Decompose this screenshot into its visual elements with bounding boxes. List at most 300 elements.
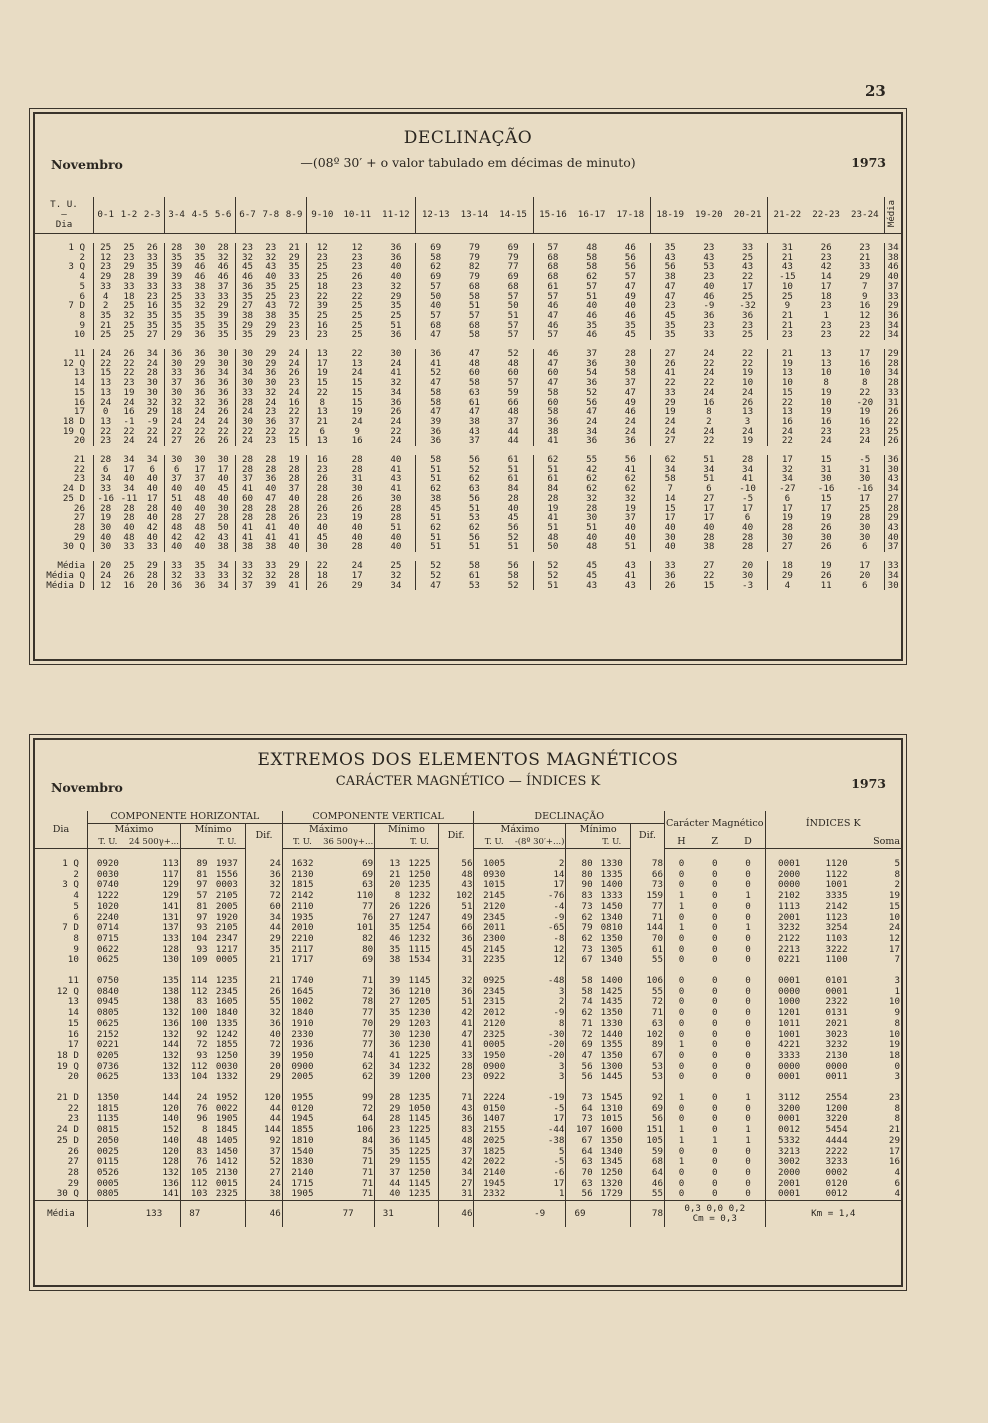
table-cell: 56	[468, 531, 480, 543]
table-cell: 51	[547, 521, 559, 533]
table-cell: 106	[322, 1125, 375, 1136]
daily-mean: 26	[887, 435, 899, 447]
table-cell: 34	[141, 349, 165, 359]
table-cell: 21	[316, 415, 328, 427]
table-cell: 2240	[96, 911, 119, 923]
table-cell: 24	[100, 348, 112, 360]
table-cell: 39	[211, 311, 235, 321]
table-cell: 105	[190, 1166, 208, 1178]
table-cell: 33	[728, 243, 767, 253]
table-cell: 6	[102, 463, 109, 475]
table-cell: 28	[241, 512, 254, 524]
table-cell: 13	[820, 357, 832, 369]
table-cell: 1345	[594, 1157, 631, 1168]
table-cell: 17	[514, 880, 566, 891]
table-cell: 10	[781, 377, 793, 389]
table-cell: 28	[171, 512, 183, 524]
table-cell: 68	[430, 319, 442, 331]
table-cell: 78	[322, 997, 375, 1008]
table-cell: 1135	[96, 1113, 119, 1125]
table-cell: 58	[430, 454, 442, 466]
table-cell: 8	[894, 1113, 900, 1125]
table-cell: 1340	[594, 913, 631, 924]
table-cell: 0022	[209, 1104, 246, 1115]
table-cell: 51	[468, 502, 480, 514]
table-cell: 70	[581, 1166, 593, 1178]
table-cell: 19	[351, 406, 363, 418]
table-cell: 34	[141, 455, 165, 465]
table-cell: 24	[196, 1092, 208, 1104]
table-cell: 68	[468, 319, 480, 331]
spacer-cell	[35, 849, 87, 860]
table-cell: 24	[241, 435, 254, 447]
table-cell: 52	[547, 560, 559, 572]
table-cell: 30	[211, 455, 235, 465]
table-cell: 32	[241, 569, 254, 581]
table-cell: 0625	[96, 1017, 119, 1029]
table-cell: 56	[630, 1114, 664, 1125]
table-cell: 28	[141, 368, 165, 378]
table-cell: 0900	[291, 1060, 314, 1072]
daily-mean: 28	[887, 502, 899, 514]
table-cell: 35	[211, 330, 235, 340]
table-cell: 24	[211, 417, 235, 427]
table-cell: 1200	[825, 1102, 848, 1114]
table-cell: 28	[316, 483, 328, 495]
table-cell: 28	[586, 502, 598, 514]
table-cell: 57	[494, 292, 533, 302]
table-cell: 56	[438, 859, 474, 870]
table-cell: 0000	[778, 985, 801, 997]
table-cell: 38	[246, 1189, 282, 1200]
table-cell: 77	[322, 1008, 375, 1019]
table-cell: 0625	[96, 1071, 119, 1083]
table-cell: 76	[322, 913, 375, 924]
table-cell: -3	[728, 581, 767, 591]
table-cell: 22	[781, 435, 793, 447]
table-cell: 19	[547, 502, 559, 514]
table-cell: 97	[196, 911, 208, 923]
table-cell: 43	[611, 581, 650, 591]
table-cell: 22	[703, 435, 715, 447]
table-cell: 0	[678, 1145, 685, 1157]
table-cell: 34	[376, 581, 415, 591]
table-cell: 0526	[96, 1166, 119, 1178]
table-cell: 1250	[594, 1168, 631, 1179]
table-cell: 17	[728, 504, 767, 514]
table-cell: 10	[888, 911, 900, 923]
table-cell: 1	[731, 1125, 765, 1136]
daily-mean: 37	[887, 280, 899, 292]
table-cell: 8	[394, 890, 401, 902]
day-label: 26	[35, 1147, 87, 1158]
table-cell: 35	[194, 309, 206, 321]
table-cell: 21	[888, 1124, 900, 1136]
extremos-header-row-1	[35, 811, 901, 824]
table-cell: 23	[664, 300, 676, 312]
table-cell: 6	[173, 463, 180, 475]
table-cell: 0	[678, 868, 685, 880]
table-cell: 138	[128, 987, 181, 998]
day-label: 4	[35, 891, 87, 902]
table-cell: 60	[246, 902, 282, 913]
table-cell: 3232	[825, 1039, 848, 1051]
table-cell: 10	[728, 378, 767, 388]
daily-mean: 46	[887, 261, 899, 273]
table-cell: -9	[514, 913, 566, 924]
table-cell: 23	[265, 435, 277, 447]
table-cell: 66	[438, 923, 474, 934]
table-cell: 27	[389, 996, 401, 1008]
day-label: 13	[35, 997, 87, 1008]
table-cell: 22	[376, 427, 415, 437]
table-cell: 30	[820, 531, 832, 543]
daily-mean: 34	[887, 483, 899, 495]
table-cell: 1332	[209, 1072, 246, 1083]
table-cell: 135	[128, 976, 181, 987]
table-cell: 62	[322, 1072, 375, 1083]
table-cell: 58	[468, 329, 480, 341]
table-cell: 51	[611, 542, 650, 552]
table-cell: 29	[376, 292, 415, 302]
table-cell: 0815	[96, 1124, 119, 1136]
table-cell: 36	[438, 1114, 474, 1125]
table-cell: 8	[201, 1124, 208, 1136]
table-cell: 24	[376, 417, 415, 427]
table-cell: 128	[128, 945, 181, 956]
table-cell: 72	[322, 1104, 375, 1115]
table-row	[35, 455, 901, 465]
table-cell: 23	[703, 319, 715, 331]
table-cell: 40	[611, 533, 650, 543]
table-cell: 40	[141, 513, 165, 523]
table-cell: 1	[823, 309, 829, 321]
table-cell: 46	[630, 1179, 664, 1190]
table-cell: 35	[141, 321, 165, 331]
table-cell: 32	[171, 569, 183, 581]
table-cell: 1605	[209, 997, 246, 1008]
group-spacer	[35, 552, 901, 561]
table-cell: 2	[514, 859, 566, 870]
table-cell: 62	[322, 1062, 375, 1073]
table-cell: 1001	[825, 879, 848, 891]
table-cell: 34	[438, 1168, 474, 1179]
table-cell: 48	[438, 870, 474, 881]
table-cell: 69	[322, 859, 375, 870]
table-cell: 62	[586, 483, 598, 495]
table-cell: 27	[141, 330, 165, 340]
table-cell: 41	[611, 465, 650, 475]
table-cell: 37	[241, 473, 254, 485]
table-cell: 24	[781, 425, 793, 437]
table-cell: 22	[316, 386, 328, 398]
table-cell: 64	[581, 1145, 593, 1157]
table-cell: 1340	[594, 955, 631, 966]
table-cell: 102	[438, 891, 474, 902]
table-cell: 0	[711, 996, 718, 1008]
table-cell: 55	[586, 454, 598, 466]
table-cell: 0	[678, 911, 685, 923]
table-cell: -8	[514, 934, 566, 945]
table-cell: 69	[630, 1104, 664, 1115]
table-cell: 53	[468, 512, 480, 524]
table-cell: 29	[141, 407, 165, 417]
table-cell: 40	[141, 484, 165, 494]
table-cell: 0740	[96, 879, 119, 891]
table-cell: 1235	[209, 976, 246, 987]
table-cell: 21	[781, 251, 793, 263]
table-row	[35, 504, 901, 514]
table-cell: 1600	[594, 1125, 631, 1136]
table-cell: 6	[141, 465, 165, 475]
table-cell: 13	[316, 406, 328, 418]
table-row	[35, 349, 901, 359]
table-cell: 39	[389, 975, 401, 987]
table-cell: 41	[265, 521, 277, 533]
table-cell: 144	[630, 923, 664, 934]
hour-header: 15-16	[539, 209, 567, 221]
table-cell: 52	[547, 569, 559, 581]
table-cell: -11	[120, 492, 138, 504]
extremos-table	[35, 811, 901, 1227]
daily-mean: 28	[887, 377, 899, 389]
table-cell: 37	[389, 1166, 401, 1178]
table-cell: 0	[678, 1166, 685, 1178]
table-cell: 0000	[778, 1060, 801, 1072]
table-cell: 16	[282, 398, 306, 408]
table-cell: 72	[282, 301, 306, 311]
table-cell: 25	[100, 329, 112, 341]
table-cell: 42	[820, 261, 832, 273]
table-cell: 17	[123, 463, 135, 475]
table-cell: 24	[123, 396, 135, 408]
table-cell: 105	[630, 1136, 664, 1147]
table-cell: 1920	[209, 913, 246, 924]
table-cell: 23	[888, 1092, 900, 1104]
table-cell: 1	[678, 890, 685, 902]
table-cell: 57	[611, 272, 650, 282]
table-cell: 0	[731, 945, 765, 956]
table-cell: 15	[100, 367, 112, 379]
table-row	[35, 427, 901, 437]
table-cell: 63	[581, 1156, 593, 1168]
table-cell: 51	[494, 311, 533, 321]
table-cell: 51	[430, 463, 442, 475]
group-spacer	[35, 446, 901, 455]
table-cell: 64	[322, 1114, 375, 1125]
table-cell: 25	[123, 242, 135, 253]
table-cell: 1	[894, 985, 900, 997]
table-cell: 104	[190, 932, 208, 944]
table-cell: 3232	[778, 922, 801, 934]
table-cell: 61	[547, 473, 559, 485]
table-cell: 58	[581, 975, 593, 987]
table-cell: 1250	[401, 1168, 438, 1179]
table-cell: 1335	[209, 1019, 246, 1030]
table-cell: 29	[389, 1017, 401, 1029]
table-cell: 51	[430, 473, 442, 485]
day-label: 7 D	[35, 301, 94, 311]
table-cell: 0005	[209, 955, 246, 966]
table-cell: 36	[376, 243, 415, 253]
table-cell: 48	[494, 407, 533, 417]
table-cell: 0	[731, 913, 765, 924]
table-cell: 17	[211, 465, 235, 475]
table-cell: 32	[611, 494, 650, 504]
table-cell: 2130	[291, 868, 314, 880]
table-cell: 20	[246, 1062, 282, 1073]
table-cell: 1445	[594, 1072, 631, 1083]
table-cell: 36	[265, 473, 277, 485]
table-cell: 1	[678, 1156, 685, 1168]
table-cell: 51	[376, 321, 415, 331]
d-max-header: Máximo	[474, 824, 566, 837]
table-cell: 44	[389, 1177, 401, 1189]
day-label: 16	[35, 1030, 87, 1041]
table-cell: 19	[728, 368, 767, 378]
table-cell: 35	[664, 329, 676, 341]
table-cell: 22	[316, 290, 328, 302]
extremos-body	[35, 849, 901, 1201]
table-cell: 93	[196, 922, 208, 934]
table-cell: 33	[194, 290, 206, 302]
table-cell: 1400	[594, 880, 631, 891]
table-cell: 35	[171, 251, 183, 263]
hour-header: 9-10	[311, 209, 334, 221]
table-cell: 0101	[825, 975, 848, 987]
table-cell: 28	[100, 454, 112, 466]
d-base-header: -(8º 30′+...)	[514, 837, 565, 847]
day-label: 11	[35, 349, 94, 359]
table-cell: 30	[141, 388, 165, 398]
table-cell: 40	[664, 521, 676, 533]
table-cell: 1002	[291, 996, 314, 1008]
table-cell: 1333	[594, 891, 631, 902]
table-cell: 62	[586, 473, 598, 485]
table-cell: 52	[494, 581, 533, 591]
table-cell: 16	[141, 301, 165, 311]
table-cell: 22	[123, 425, 135, 437]
table-cell: 56	[581, 1071, 593, 1083]
table-cell: 1945	[291, 1113, 314, 1125]
table-cell: 30	[845, 474, 884, 484]
table-cell: 113	[128, 859, 181, 870]
table-cell: 51	[171, 492, 183, 504]
table-cell: 0120	[825, 1177, 848, 1189]
table-cell: 60	[547, 396, 559, 408]
table-cell: 24	[194, 415, 206, 427]
table-cell: 89	[630, 1040, 664, 1051]
table-cell: 44	[494, 436, 533, 446]
table-cell: 32	[141, 398, 165, 408]
table-cell: 56	[664, 261, 676, 273]
v-min-tu-header: T. U.	[401, 836, 438, 849]
table-cell: 31	[845, 465, 884, 475]
table-cell: 33	[171, 280, 183, 292]
table-cell: 0	[678, 954, 685, 966]
table-cell: 47	[581, 1049, 593, 1061]
table-cell: 1250	[401, 870, 438, 881]
table-cell: 35	[664, 242, 676, 253]
table-cell: 0001	[778, 1071, 801, 1083]
table-cell: 2222	[825, 1145, 848, 1157]
table-cell: 2120	[483, 1017, 506, 1029]
table-cell: 40	[351, 531, 363, 543]
table-cell: 28	[123, 271, 135, 283]
table-cell: -32	[728, 301, 767, 311]
table-cell: 77	[322, 902, 375, 913]
table-cell: -10	[728, 484, 767, 494]
table-cell: 0001	[778, 1113, 801, 1125]
table-cell: 97	[196, 879, 208, 891]
table-cell: 47	[611, 388, 650, 398]
table-cell: 2145	[483, 890, 506, 902]
table-cell: 31	[438, 955, 474, 966]
table-cell: 33	[241, 560, 254, 572]
table-cell: 22	[664, 377, 676, 389]
table-cell: 60	[547, 367, 559, 379]
table-cell: 2102	[778, 890, 801, 902]
table-cell: 42	[586, 463, 598, 475]
hour-header: 10-11	[343, 209, 371, 221]
table-cell: 0	[731, 1114, 765, 1125]
table-cell: 0	[731, 1168, 765, 1179]
spacer-cell	[35, 552, 901, 561]
table-cell: 23	[282, 292, 306, 302]
table-cell: 22	[845, 330, 884, 340]
table-cell: 24	[265, 396, 277, 408]
table-cell: 38	[547, 425, 559, 437]
table-cell: 22	[100, 425, 112, 437]
table-cell: 90	[581, 879, 593, 891]
table-cell: 27	[664, 435, 676, 447]
h-dif-header: Dif.	[246, 824, 282, 849]
day-label: 19 Q	[35, 427, 94, 437]
table-cell: 23	[100, 435, 112, 447]
table-cell: 0	[711, 1049, 718, 1061]
day-label: 6	[35, 292, 94, 302]
table-cell: 56	[611, 262, 650, 272]
table-cell: 22	[265, 425, 277, 437]
table-cell: 0	[711, 890, 718, 902]
table-cell: 159	[630, 891, 664, 902]
day-label: 18 D	[35, 1051, 87, 1062]
daily-mean: 43	[887, 473, 899, 485]
table-cell: 44	[494, 427, 533, 437]
d-dif-header: Dif.	[630, 824, 664, 849]
table-cell: 69	[322, 870, 375, 881]
table-cell: 0750	[96, 975, 119, 987]
table-cell: 19	[728, 436, 767, 446]
table-row	[35, 581, 901, 591]
footer-d-min: 69	[566, 1201, 594, 1228]
daily-mean: 38	[887, 251, 899, 263]
table-cell: 11	[820, 579, 832, 591]
day-label: 13	[35, 368, 94, 378]
table-cell: 51	[494, 542, 533, 552]
table-cell: 53	[703, 261, 715, 273]
table-cell: 2140	[291, 1166, 314, 1178]
table-cell: 51	[376, 523, 415, 533]
table-cell: 36	[171, 579, 183, 591]
hour-header: 7-8	[262, 209, 280, 221]
table-row	[35, 436, 901, 446]
extremos-subtitle: CARÁCTER MAGNÉTICO — ÍNDICES K	[335, 774, 601, 789]
table-cell: 69	[430, 242, 442, 253]
table-cell: 46	[611, 243, 650, 253]
table-cell: 40	[376, 533, 415, 543]
table-cell: 23	[123, 377, 135, 389]
